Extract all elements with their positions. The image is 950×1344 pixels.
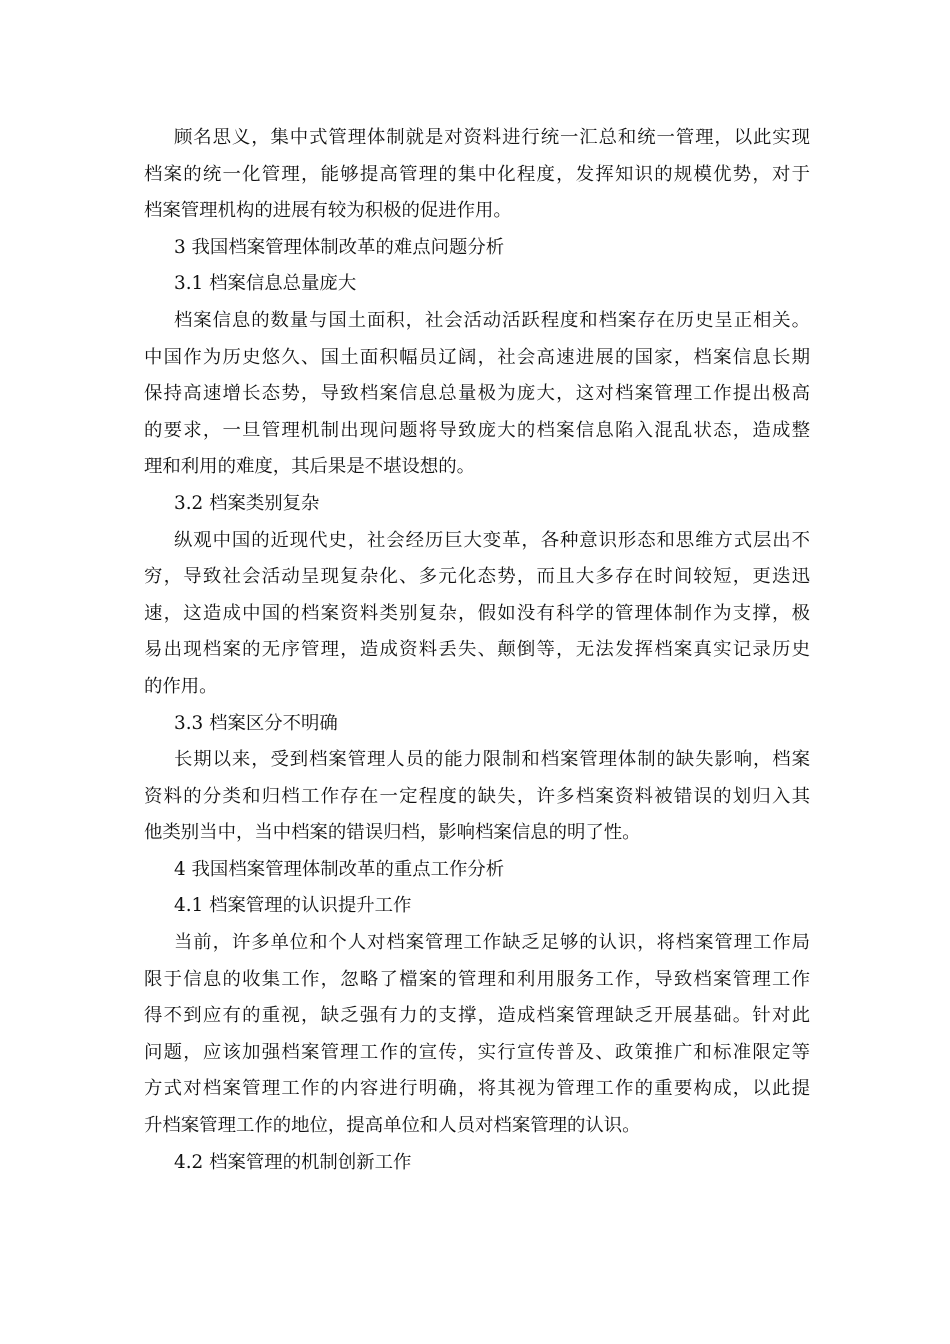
paragraph-line: 得不到应有的重视，缺乏强有力的支撑，造成档案管理缺乏开展基础。针对此 — [144, 1005, 810, 1027]
paragraph-line: 中国作为历史悠久、国土面积幅员辽阔，社会高速进展的国家，档案信息长期 — [144, 346, 810, 368]
paragraph-line: 穷，导致社会活动呈现复杂化、多元化态势，而且大多存在时间较短，更迭迅 — [144, 566, 810, 588]
paragraph-line: 顾名思义，集中式管理体制就是对资料进行统一汇总和统一管理，以此实现 — [174, 127, 810, 148]
paragraph-line: 升档案管理工作的地位，提高单位和人员对档案管理的认识。 — [144, 1115, 641, 1137]
paragraph-line: 方式对档案管理工作的内容进行明确，将其视为管理工作的重要构成，以此提 — [144, 1078, 810, 1100]
paragraph-line: 他类别当中，当中档案的错误归档，影响档案信息的明了性。 — [144, 822, 641, 844]
section-heading: 3.2 档案类别复杂 — [174, 492, 320, 514]
paragraph-line: 速，这造成中国的档案资料类别复杂，假如没有科学的管理体制作为支撑，极 — [144, 602, 810, 624]
paragraph-line: 档案信息的数量与国土面积，社会活动活跃程度和档案存在历史呈正相关。 — [174, 309, 810, 331]
paragraph-line: 理和利用的难度，其后果是不堪设想的。 — [144, 456, 476, 478]
paragraph-line: 纵观中国的近现代史，社会经历巨大变革，各种意识形态和思维方式层出不 — [174, 529, 810, 551]
paragraph-line: 保持高速增长态势，导致档案信息总量极为庞大，这对档案管理工作提出极高 — [144, 383, 810, 405]
section-heading: 4.2 档案管理的机制创新工作 — [174, 1151, 412, 1173]
paragraph-line: 问题，应该加强档案管理工作的宣传，实行宣传普及、政策推广和标准限定等 — [144, 1041, 810, 1063]
paragraph-line: 限于信息的收集工作，忽略了檔案的管理和利用服务工作，导致档案管理工作 — [144, 968, 810, 990]
section-heading: 4.1 档案管理的认识提升工作 — [174, 895, 412, 917]
paragraph-line: 档案管理机构的进展有较为积极的促进作用。 — [144, 200, 512, 222]
paragraph-line: 档案的统一化管理，能够提高管理的集中化程度，发挥知识的规模优势，对于 — [144, 163, 810, 185]
paragraph-line: 的作用。 — [144, 675, 218, 697]
paragraph-line: 资料的分类和归档工作存在一定程度的缺失，许多档案资料被错误的划归入其 — [144, 785, 810, 807]
paragraph-line: 易出现档案的无序管理，造成资料丢失、颠倒等，无法发挥档案真实记录历史 — [144, 639, 810, 661]
section-heading: 4 我国档案管理体制改革的重点工作分析 — [174, 858, 505, 880]
document-body — [144, 120, 810, 1181]
section-heading: 3 我国档案管理体制改革的难点问题分析 — [174, 236, 505, 258]
paragraph-line: 当前，许多单位和个人对档案管理工作缺乏足够的认识，将档案管理工作局 — [174, 932, 810, 954]
paragraph-line: 的要求，一旦管理机制出现问题将导致庞大的档案信息陷入混乱状态，造成整 — [144, 419, 810, 441]
section-heading: 3.3 档案区分不明确 — [174, 712, 338, 734]
paragraph-line: 长期以来，受到档案管理人员的能力限制和档案管理体制的缺失影响，档案 — [174, 749, 810, 771]
section-heading: 3.1 档案信息总量庞大 — [174, 273, 357, 295]
